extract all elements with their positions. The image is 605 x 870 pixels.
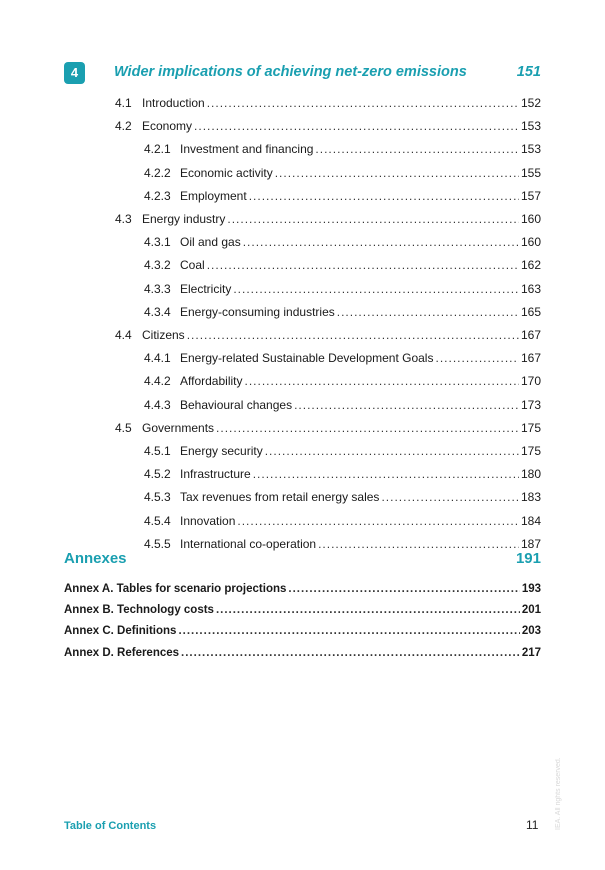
toc-entry-page: 165	[520, 304, 541, 319]
dot-leader	[237, 513, 519, 529]
toc-entry[interactable]	[144, 165, 541, 181]
annexes-page-number: 191	[515, 550, 541, 567]
dot-leader	[275, 165, 519, 181]
dot-leader	[253, 466, 519, 482]
toc-entry-page: 183	[520, 490, 541, 505]
toc-entry[interactable]	[144, 304, 541, 320]
dot-leader	[181, 645, 520, 661]
toc-entry-page: 170	[520, 374, 541, 389]
toc-entry[interactable]	[144, 257, 541, 273]
toc-entry-page: 160	[520, 235, 541, 250]
toc-entry-number: 4.3.1	[144, 235, 171, 250]
annexes-title: Annexes	[64, 550, 127, 567]
dot-leader	[216, 420, 519, 436]
toc-entry[interactable]	[115, 327, 541, 343]
toc-entry-number: 4.3.4	[144, 304, 171, 319]
toc-entry-number: 4.5.3	[144, 490, 171, 505]
dot-leader	[288, 581, 519, 597]
toc-entry-number: 4.5	[115, 420, 132, 435]
toc-entry-page: 153	[520, 142, 541, 157]
toc-entry[interactable]	[144, 373, 541, 389]
chapter-page-number: 151	[516, 64, 541, 80]
toc-entry-title: Energy security	[180, 444, 263, 458]
annex-entry-title: Annex D. References	[64, 646, 180, 659]
annex-entry-title: Annex C. Definitions	[64, 625, 177, 638]
watermark: IEA. All rights reserved.	[555, 757, 562, 830]
toc-entry-page: 175	[520, 420, 541, 435]
toc-entry-number: 4.4.1	[144, 351, 171, 366]
toc-entry[interactable]	[144, 466, 541, 482]
chapter-number-badge: 4	[64, 62, 85, 84]
toc-entry-title: International co-operation	[180, 536, 317, 551]
toc-entry-title: Governments	[142, 420, 215, 435]
toc-entry-number: 4.4	[115, 328, 132, 342]
toc-entry-title: Oil and gas	[180, 235, 241, 250]
toc-entry-number: 4.4.2	[144, 374, 171, 389]
toc-entry-title: Energy industry	[142, 212, 226, 226]
annex-entry[interactable]	[64, 602, 541, 618]
toc-entry-title: Affordability	[180, 374, 243, 389]
toc-entry-number: 4.2	[115, 119, 132, 134]
annex-entry-page: 193	[521, 583, 541, 595]
toc-entry[interactable]	[144, 350, 541, 366]
toc-entry[interactable]	[144, 188, 541, 204]
toc-entry-title: Economy	[142, 119, 193, 134]
toc-entry-title: Behavioural changes	[180, 397, 293, 412]
toc-entry[interactable]	[144, 141, 541, 157]
chapter-heading[interactable]	[64, 62, 541, 86]
dot-leader	[244, 373, 518, 389]
toc-entry-number: 4.1	[115, 96, 132, 110]
toc-entry-page: 167	[520, 328, 541, 342]
dot-leader	[207, 257, 519, 273]
annex-entry-page: 201	[521, 604, 541, 617]
toc-entry-page: 162	[520, 258, 541, 273]
dot-leader	[265, 443, 519, 459]
dot-leader	[294, 397, 519, 413]
toc-entry-title: Innovation	[180, 513, 236, 528]
toc-entry-page: 157	[520, 188, 541, 203]
dot-leader	[187, 327, 519, 343]
toc-entry[interactable]	[144, 513, 541, 529]
dot-leader	[337, 304, 519, 320]
annex-entry-title: Annex A. Tables for scenario projections	[64, 583, 287, 595]
toc-entry-page: 167	[520, 351, 541, 366]
toc-entry-title: Coal	[180, 258, 205, 273]
toc-entry-title: Electricity	[180, 281, 232, 296]
annex-entry-page: 203	[521, 625, 541, 638]
dot-leader	[194, 118, 519, 134]
dot-leader	[315, 141, 519, 157]
toc-entry-title: Energy-consuming industries	[180, 304, 335, 319]
toc-entry-number: 4.2.2	[144, 165, 171, 180]
toc-entry[interactable]	[144, 234, 541, 250]
footer-label[interactable]: Table of Contents	[64, 820, 157, 832]
toc-entry-number: 4.2.3	[144, 188, 171, 203]
dot-leader	[233, 281, 519, 297]
toc-entry[interactable]	[115, 211, 541, 227]
toc-entry-page: 184	[520, 513, 541, 528]
annex-entry-page: 217	[521, 646, 541, 659]
dot-leader	[178, 623, 519, 639]
toc-entry-number: 4.3	[115, 212, 132, 226]
toc-entry-number: 4.5.5	[144, 536, 171, 551]
toc-entry-number: 4.4.3	[144, 397, 171, 412]
annex-entry[interactable]	[64, 623, 541, 639]
toc-entry-number: 4.2.1	[144, 142, 171, 157]
toc-entry[interactable]	[115, 95, 541, 111]
toc-entry-number: 4.5.1	[144, 444, 171, 458]
toc-entry-title: Citizens	[142, 328, 185, 342]
dot-leader	[216, 602, 520, 618]
footer-page-number: 11	[526, 818, 539, 832]
dot-leader	[249, 188, 519, 204]
toc-entry-page: 187	[520, 536, 541, 551]
toc-entry-number: 4.5.2	[144, 467, 171, 482]
dot-leader	[243, 234, 519, 250]
toc-entry[interactable]	[144, 443, 541, 459]
toc-entry-title: Introduction	[142, 96, 205, 110]
toc-entry-title: Energy-related Sustainable Development Goals	[180, 351, 434, 366]
dot-leader	[227, 211, 519, 227]
toc-entry-page: 152	[520, 96, 541, 110]
toc-entry-page: 173	[520, 397, 541, 412]
toc-entry-page: 163	[520, 281, 541, 296]
toc-entry-page: 155	[520, 165, 541, 180]
chapter-title: Wider implications of achieving net-zero emissions	[114, 64, 467, 80]
toc-entry[interactable]	[144, 397, 541, 413]
toc-entry-title: Infrastructure	[180, 467, 251, 482]
annex-entry[interactable]	[64, 645, 541, 661]
annex-entry-title: Annex B. Technology costs	[64, 604, 214, 617]
toc-entry-number: 4.3.3	[144, 281, 171, 296]
dot-leader	[381, 489, 519, 505]
toc-entry-page: 175	[520, 444, 541, 458]
toc-entry-number: 4.3.2	[144, 258, 171, 273]
toc-entry-title: Economic activity	[180, 165, 273, 180]
toc-entry-number: 4.5.4	[144, 513, 171, 528]
dot-leader	[207, 95, 519, 111]
toc-entry[interactable]	[115, 118, 541, 134]
toc-entry-page: 160	[520, 212, 541, 226]
annexes-heading[interactable]	[64, 550, 541, 572]
toc-entry-page: 153	[520, 119, 541, 134]
toc-entry-page: 180	[520, 467, 541, 482]
toc-entry[interactable]	[144, 281, 541, 297]
toc-entry-title: Investment and financing	[180, 142, 314, 157]
toc-entry-title: Tax revenues from retail energy sales	[180, 490, 380, 505]
annex-entry[interactable]	[64, 581, 541, 597]
toc-entry[interactable]	[144, 489, 541, 505]
toc-entry-title: Employment	[180, 188, 247, 203]
dot-leader	[435, 350, 518, 366]
toc-entry[interactable]	[115, 420, 541, 436]
